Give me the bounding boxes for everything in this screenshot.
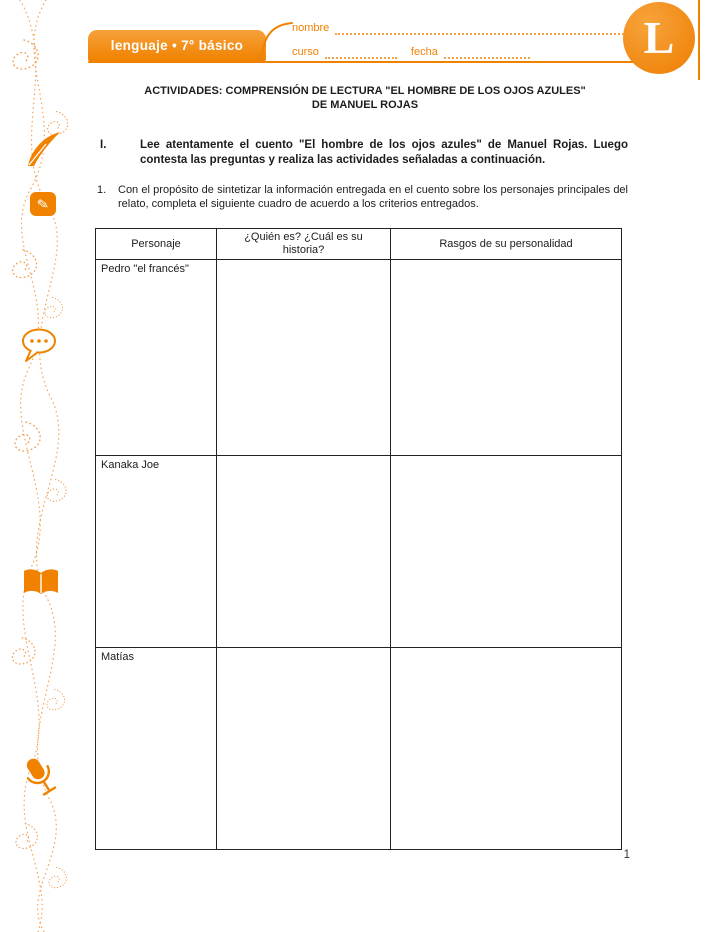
answer-cell-quien[interactable] xyxy=(217,260,391,456)
header-rasgos: Rasgos de su personalidad xyxy=(391,229,622,260)
logo-badge xyxy=(623,2,695,74)
student-fields xyxy=(292,16,644,64)
instruction-roman xyxy=(100,138,628,168)
nombre-input-line[interactable] xyxy=(335,22,644,35)
pencil-badge-icon: ✎ xyxy=(30,192,56,216)
personaje-cell: Kanaka Joe xyxy=(96,456,217,648)
fecha-input-line[interactable] xyxy=(444,46,530,59)
answer-cell-rasgos[interactable] xyxy=(391,648,622,850)
logo-letter: L xyxy=(643,12,675,63)
nombre-label: nombre xyxy=(292,22,330,34)
book-icon xyxy=(22,568,62,598)
fecha-label: fecha xyxy=(410,46,438,58)
answer-cell-quien[interactable] xyxy=(217,648,391,850)
table-row xyxy=(96,648,622,850)
title-line-1: ACTIVIDADES: COMPRENSIÓN DE LECTURA "EL HOMBRE DE LOS OJOS AZULES" xyxy=(144,85,586,97)
item-1-number: 1. xyxy=(97,184,107,196)
title-line-2: DE MANUEL ROJAS xyxy=(311,99,419,111)
header-personaje: Personaje xyxy=(96,229,217,260)
right-edge-line xyxy=(698,0,700,80)
subject-banner: lenguaje • 7° básico xyxy=(88,30,266,61)
decorative-left-border xyxy=(0,0,88,932)
instruction-roman-text: Lee atentamente el cuento "El hombre de los ojos azules" de Manuel Rojas. Luego contesta las preguntas y realiza las actividades señaladas a continuación. xyxy=(140,139,628,166)
character-table xyxy=(95,228,622,850)
page-title xyxy=(95,84,635,112)
header-quien-es: ¿Quién es? ¿Cuál es su historia? xyxy=(217,229,391,260)
speech-bubble-icon xyxy=(20,328,60,366)
curso-input-line[interactable] xyxy=(325,46,397,59)
answer-cell-rasgos[interactable] xyxy=(391,456,622,648)
table-header-row xyxy=(96,229,622,260)
nombre-row xyxy=(292,16,644,35)
quill-icon xyxy=(24,130,64,170)
instruction-item-1 xyxy=(97,183,628,211)
item-1-text: Con el propósito de sintetizar la información entregada en el cuento sobre los personajes principales del relato, completa el siguiente cuadro de acuerdo a los criterios entregados. xyxy=(118,184,628,210)
personaje-cell: Pedro "el francés" xyxy=(96,260,217,456)
page-number: 1 xyxy=(623,849,630,861)
header-curve xyxy=(258,18,294,64)
answer-cell-quien[interactable] xyxy=(217,456,391,648)
table-row xyxy=(96,456,622,648)
microphone-icon xyxy=(20,752,64,804)
curso-label: curso xyxy=(292,46,319,58)
curso-fecha-row xyxy=(292,40,644,59)
roman-numeral: I. xyxy=(100,139,107,151)
personaje-cell: Matías xyxy=(96,648,217,850)
answer-cell-rasgos[interactable] xyxy=(391,260,622,456)
table-row xyxy=(96,260,622,456)
